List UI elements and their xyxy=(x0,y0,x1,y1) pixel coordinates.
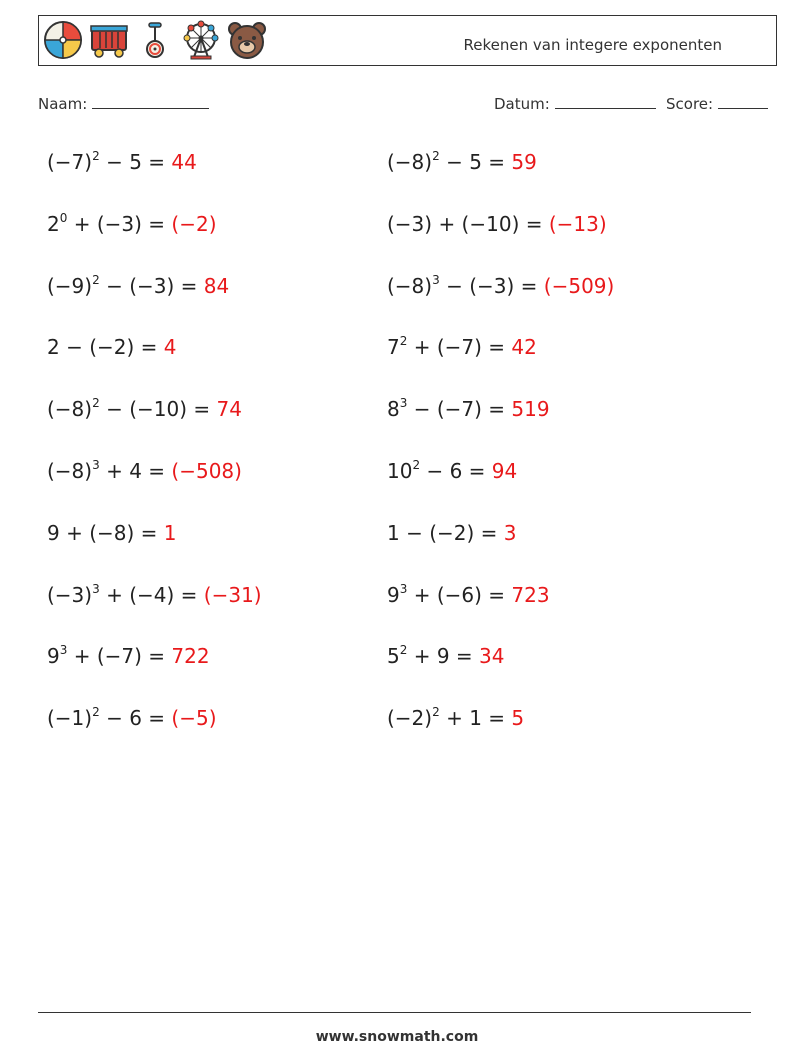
ferris-wheel-icon xyxy=(181,20,221,60)
problem-rest: − (−7) = xyxy=(407,397,512,422)
problem-rest: + (−3) = xyxy=(67,211,172,236)
date-blank xyxy=(555,94,656,109)
problem-answer: 42 xyxy=(511,335,537,360)
score-label: Score: xyxy=(666,95,714,113)
problem-base: (−8) xyxy=(387,273,433,298)
beach-ball-icon xyxy=(43,20,83,60)
problem-rest: + (−7) = xyxy=(67,644,172,669)
problem-item xyxy=(387,396,550,422)
problem-rest: − (−3) = xyxy=(99,273,204,298)
problem-rest: + (−7) = xyxy=(407,335,512,360)
problem-answer: 44 xyxy=(171,150,197,174)
problem-item xyxy=(47,334,177,360)
problem-exponent: 3 xyxy=(92,581,100,596)
circus-wagon-icon xyxy=(89,20,129,60)
problem-base: (−8) xyxy=(47,459,93,483)
problem-answer: (−2) xyxy=(171,211,217,236)
problem-base: 9 + (−8) = xyxy=(47,520,164,545)
problem-exponent: 2 xyxy=(92,396,100,411)
problem-rest: + 9 = xyxy=(407,644,480,669)
problem-exponent: 2 xyxy=(92,149,100,163)
problem-item xyxy=(387,273,614,299)
problem-base: 1 − (−2) = xyxy=(387,520,504,545)
problem-base: 2 − (−2) = xyxy=(47,335,164,360)
problem-rest: − (−10) = xyxy=(99,397,217,422)
problem-item xyxy=(387,582,550,608)
date-label: Datum: xyxy=(494,95,550,113)
problem-exponent: 2 xyxy=(399,643,408,658)
problem-item xyxy=(47,458,242,484)
problem-item xyxy=(47,520,177,546)
problem-answer: 74 xyxy=(216,397,242,422)
problem-answer: 5 xyxy=(511,706,525,731)
problem-item xyxy=(47,211,217,237)
problem-item xyxy=(387,520,517,546)
problem-answer: (−13) xyxy=(548,211,607,236)
problem-base: 9 xyxy=(387,582,400,607)
problem-answer: (−508) xyxy=(171,459,242,483)
problem-answer: 722 xyxy=(171,644,210,669)
name-blank xyxy=(92,94,209,109)
problem-exponent: 3 xyxy=(432,272,440,287)
problem-base: 2 xyxy=(47,211,60,236)
problem-rest: − 5 = xyxy=(99,150,172,174)
problem-base: (−8) xyxy=(387,150,433,174)
header-icons xyxy=(43,20,267,60)
problem-rest: + (−4) = xyxy=(99,582,204,607)
name-label: Naam: xyxy=(38,95,88,113)
problem-exponent: 2 xyxy=(432,705,440,720)
footer-divider xyxy=(38,1012,751,1013)
bear-face-icon xyxy=(227,20,267,60)
worksheet-header xyxy=(38,15,777,66)
problem-exponent: 3 xyxy=(92,458,100,472)
problem-exponent: 2 xyxy=(432,149,440,163)
name-field xyxy=(38,94,209,113)
problem-item xyxy=(47,273,229,299)
problem-answer: 723 xyxy=(511,582,550,607)
problem-exponent: 2 xyxy=(399,334,408,349)
problem-base: (−2) xyxy=(387,706,433,731)
problem-base: 5 xyxy=(387,644,400,669)
problem-base: (−1) xyxy=(47,706,93,731)
worksheet-title: Rekenen van integere exponenten xyxy=(463,36,722,54)
problem-item xyxy=(47,643,210,669)
problem-rest: + (−6) = xyxy=(407,582,512,607)
score-blank xyxy=(718,94,768,109)
problem-base: 8 xyxy=(387,397,400,422)
problem-base: (−7) xyxy=(47,150,93,174)
problem-answer: 94 xyxy=(491,459,518,483)
problem-rest: + 4 = xyxy=(99,459,172,483)
problem-answer: 519 xyxy=(511,397,550,422)
problem-base: 7 xyxy=(387,335,400,360)
problem-item xyxy=(47,582,262,608)
problem-answer: 84 xyxy=(203,273,230,298)
problem-item xyxy=(387,334,537,360)
problem-base: (−9) xyxy=(47,273,93,298)
problem-exponent: 2 xyxy=(92,272,100,287)
problem-item xyxy=(47,149,197,175)
problem-exponent: 3 xyxy=(59,643,68,658)
problem-item xyxy=(387,149,537,175)
problem-base: (−3) + (−10) = xyxy=(387,211,549,236)
problem-rest: + 1 = xyxy=(439,706,512,731)
problem-answer: (−31) xyxy=(203,582,262,607)
problem-answer: (−5) xyxy=(171,706,217,731)
problem-item xyxy=(387,458,517,484)
problem-item xyxy=(387,211,607,237)
problem-answer: (−509) xyxy=(543,273,615,298)
date-field xyxy=(494,94,656,113)
problem-base: 9 xyxy=(47,644,60,669)
problem-exponent: 2 xyxy=(92,705,100,720)
problem-answer: 3 xyxy=(503,520,517,545)
problem-exponent: 0 xyxy=(59,210,68,225)
problem-answer: 4 xyxy=(163,335,177,360)
problem-base: (−8) xyxy=(47,397,93,422)
problem-base: (−3) xyxy=(47,582,93,607)
problem-answer: 59 xyxy=(511,150,537,174)
problem-rest: − (−3) = xyxy=(439,273,544,298)
problem-rest: − 6 = xyxy=(420,459,492,483)
footer-url: www.snowmath.com xyxy=(315,1029,479,1045)
problem-item xyxy=(387,705,524,731)
problem-exponent: 3 xyxy=(399,396,408,411)
problem-item xyxy=(47,396,242,422)
problem-rest: − 6 = xyxy=(99,706,172,731)
unicycle-icon xyxy=(135,20,175,60)
problem-exponent: 2 xyxy=(412,458,421,472)
problem-item xyxy=(47,705,217,731)
problem-answer: 1 xyxy=(163,520,177,545)
problem-base: 10 xyxy=(387,459,413,483)
problem-rest: − 5 = xyxy=(439,150,512,174)
score-field xyxy=(666,94,768,113)
problem-item xyxy=(387,643,505,669)
problem-exponent: 3 xyxy=(399,581,408,596)
problem-answer: 34 xyxy=(479,644,505,669)
